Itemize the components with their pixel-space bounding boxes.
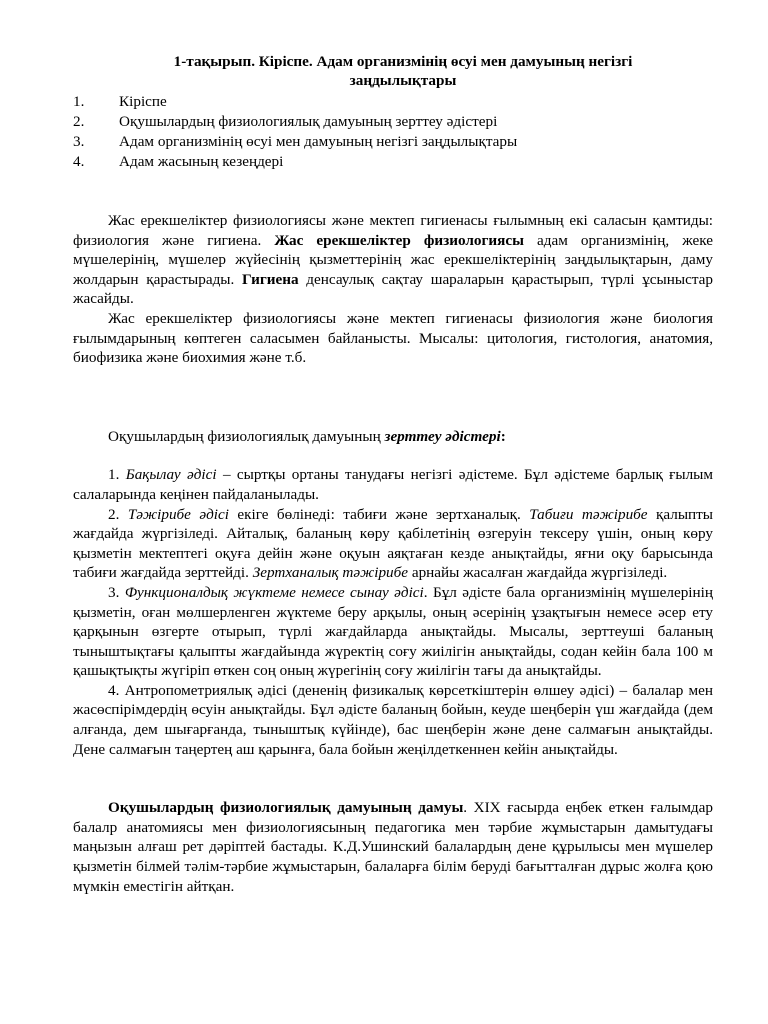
topic-list-item: [73, 92, 713, 112]
topic-list-item: [73, 132, 713, 152]
topic-number: 2.: [73, 113, 85, 130]
intro-paragraph-2: Жас ерекшеліктер физиологиясы және мектеп гигиенасы физиология және биология ғылымдарының көптеген саласымен байланысты. Мысалы: цитология, гистология, анатомия, биофизика және биохимия және т.б.: [73, 309, 713, 367]
topic-number: 4.: [73, 153, 85, 170]
method-observation: 1. Бақылау әдісі – сыртқы ортаны танудағы негізгі әдістеме. Бұл әдістеме барлық ғылым салаларында кеңінен пайдаланылады.: [73, 466, 713, 503]
lecture-title: [73, 52, 713, 90]
topic-number: 1.: [73, 93, 85, 110]
topic-text: Оқушылардың физиологиялық дамуының зерттеу әдістері: [119, 113, 498, 130]
topic-list-item: [73, 112, 713, 132]
lecture-title-line2: заңдылықтары: [349, 72, 457, 89]
method-anthropometric: 4. Антропометриялық әдісі (дененің физикалық көрсеткіштерін өлшеу әдісі) – балалар мен жасөспірімдердің өсуін анықтайды. Бұл әдісте баланың бойын, кеуде шеңберін үш жағдайда (дем алғанда, дем шығарғанда, тыныштық күйінде), бас шеңберін және дене салмағын анықтайды. Дене салмағын таңертең аш қарынға, бала бойын жеңілдеткеннен кейін анықтайды.: [73, 681, 713, 758]
topic-number: 3.: [73, 133, 85, 150]
development-paragraph: Оқушылардың физиологиялық дамуының дамуы. XIX ғасырда еңбек еткен ғалымдар балалр анатомиясы мен физиологиясының педагогика мен тәрбие жұмыстарын дамытудағы маңызын алғаш рет дәріптей бастады. К.Д.Ушинский балалардың дене құрылысы мен мүшелер қызметін білмей тәлім-тәрбие жұмыстарын, балаларға білім беруді бағытталған дұрыс жолға қою мүмкін еместігін айтқан.: [73, 799, 713, 895]
method-functional-load: 3. Функционалдық жүктеме немесе сынау әдісі. Бұл әдісте бала организмінің мүшелерінің қызметін, оған мөлшерленген жүктеме беру арқылы, оның әсерінің ұзақтығын немесе әсер ету қарқынын өзгерте отырып, түрлі жағдайларда анықтайды. Мысалы, зерттеуші баланың тыныштықтағы қалыпты жағдайында жүректің соғу жиілігін анықтайды, содан кейін бала 100 м қашықтықты жүгіріп өткен соң оның жүрегінің соғу жиілігін тағы да анықтайды.: [73, 583, 714, 680]
method-experiment: 2. Тәжірибе әдісі екіге бөлінеді: табиғи және зертханалық. Табиғи тәжірибе қалыпты жағдайда жүргізіледі. Айталық, баланың көру қабілетінің өзгеруін тексеру үшін, оның көру қызметін мектептегі оқуға дейін және оқуын аяқтаған кезде анықтайды, яғни оқу барысында табиғи жағдайда зерттейді. Зертханалық тәжірибе арнайы жасалған жағдайда жүргізіледі.: [73, 505, 713, 582]
topic-text: Кіріспе: [119, 93, 167, 110]
document-page: [73, 52, 713, 896]
lecture-title-line1: 1-тақырып. Кіріспе. Адам организмінің өсуі мен дамуының негізгі: [173, 53, 633, 70]
intro-paragraph-1: Жас ерекшеліктер физиологиясы және мектеп гигиенасы ғылымның екі саласын қамтиды: физиология және гигиена. Жас ерекшеліктер физиологиясы адам организмінің, жеке мүшелерінің, мүшелер жүйесінің қызметтерінің жас ерекшеліктерінің заңдылықтарын, даму жолдарын қарастырады. Гигиена денсаулық сақтау шараларын қарастырып, түрлі ұсыныстар жасайды.: [73, 212, 713, 308]
topic-text: Адам организмінің өсуі мен дамуының негізгі заңдылықтары: [119, 133, 518, 150]
topic-text: Адам жасының кезеңдері: [119, 153, 284, 170]
methods-heading: Оқушылардың физиологиялық дамуының зерттеу әдістері:: [108, 427, 506, 445]
topic-list: [73, 92, 713, 172]
topic-list-item: [73, 152, 713, 172]
